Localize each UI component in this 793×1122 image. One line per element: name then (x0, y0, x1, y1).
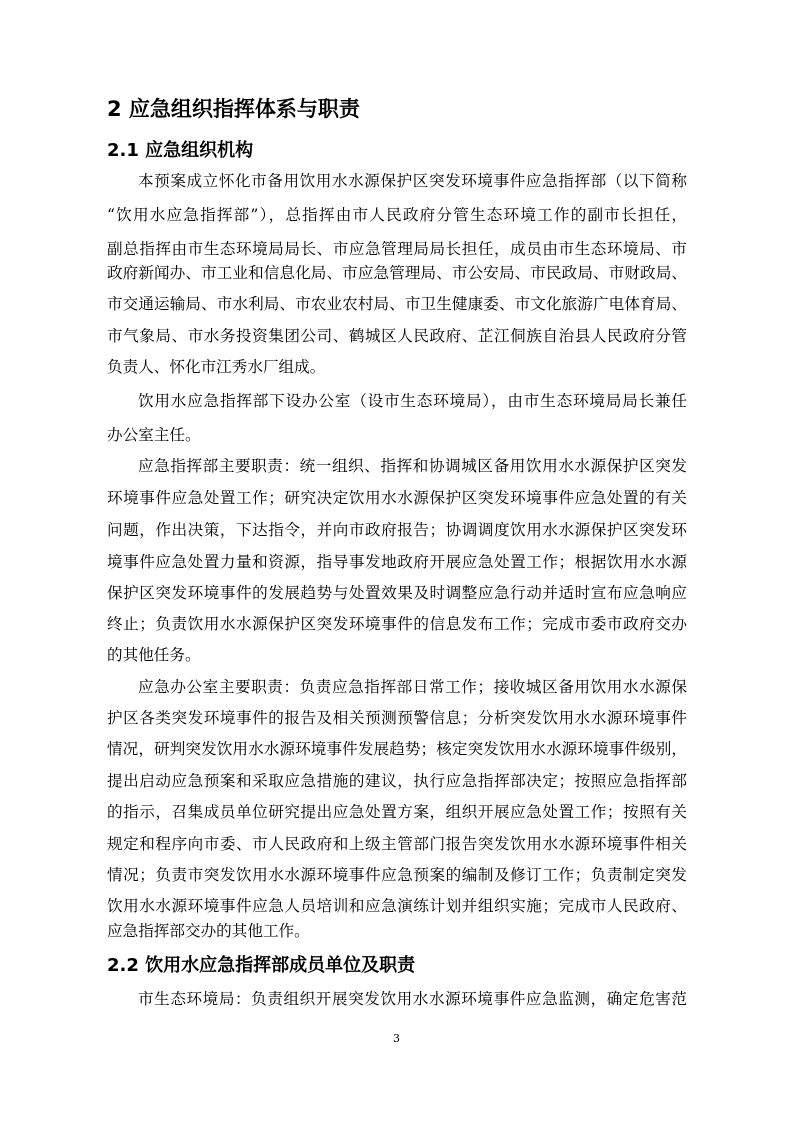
paragraph-4-line: 情况；负责市突发饮用水水源环境事件应急预案的编制及修订工作；负责制定突发 (107, 866, 687, 884)
paragraph-4-line: 护区各类突发环境事件的报告及相关预测预警信息；分析突发饮用水水源环境事件 (107, 709, 687, 727)
paragraph-1-line: “饮用水应急指挥部”），总指挥由市人民政府分管生态环境工作的副市长担任， (107, 206, 687, 224)
paragraph-4-line: 的指示，召集成员单位研究提出应急处置方案，组织开展应急处置工作；按照有关 (107, 803, 687, 821)
paragraph-3-line: 终止；负责饮用水水源保护区突发环境事件的信息发布工作；完成市委市政府交办 (107, 615, 687, 633)
section-heading-2-1: 2.1 应急组织机构 (107, 140, 254, 161)
paragraph-4-line: 提出启动应急预案和采取应急措施的建议，执行应急指挥部决定；按照应急指挥部 (107, 772, 687, 790)
page-number: 3 (393, 1032, 400, 1045)
paragraph-3-line: 环境事件应急处置工作；研究决定饮用水水源保护区突发环境事件应急处置的有关 (107, 489, 687, 507)
chapter-heading: 2 应急组织指挥体系与职责 (107, 97, 360, 121)
paragraph-1-line: 政府新闻办、市工业和信息化局、市应急管理局、市公安局、市民政局、市财政局、 (107, 264, 687, 282)
section-heading-2-2: 2.2 饮用水应急指挥部成员单位及职责 (107, 955, 416, 976)
paragraph-5-line: 市生态环境局：负责组织开展突发饮用水水源环境事件应急监测，确定危害范 (138, 990, 687, 1008)
paragraph-1-line: 市交通运输局、市水利局、市农业农村局、市卫生健康委、市文化旅游广电体育局、 (107, 295, 687, 313)
paragraph-1-line: 市气象局、市水务投资集团公司、鹤城区人民政府、芷江侗族自治县人民政府分管 (107, 327, 687, 345)
paragraph-1-line: 副总指挥由市生态环境局局长、市应急管理局局长担任，成员由市生态环境局、市 (107, 240, 687, 258)
paragraph-4-line: 饮用水水源环境事件应急人员培训和应急演练计划并组织实施；完成市人民政府、 (107, 897, 687, 915)
paragraph-3-line: 的其他任务。 (107, 646, 201, 664)
paragraph-3-line: 问题，作出决策，下达指令，并向市政府报告；协调调度饮用水水源保护区突发环 (107, 521, 687, 539)
paragraph-3-line: 应急指挥部主要职责：统一组织、指挥和协调城区备用饮用水水源保护区突发 (138, 457, 687, 475)
paragraph-1-line: 本预案成立怀化市备用饮用水水源保护区突发环境事件应急指挥部（以下简称 (138, 172, 687, 190)
paragraph-3-line: 保护区突发环境事件的发展趋势与处置效果及时调整应急行动并适时宣布应急响应 (107, 584, 687, 602)
paragraph-4-line: 规定和程序向市委、市人民政府和上级主管部门报告突发饮用水水源环境事件相关 (107, 835, 687, 853)
paragraph-4-line: 应急指挥部交办的其他工作。 (107, 922, 310, 940)
paragraph-2-line: 饮用水应急指挥部下设办公室（设市生态环境局），由市生态环境局局长兼任 (138, 392, 687, 410)
paragraph-1-line: 负责人、怀化市江秀水厂组成。 (107, 358, 326, 376)
paragraph-4-line: 应急办公室主要职责：负责应急指挥部日常工作；接收城区备用饮用水水源保 (138, 678, 687, 696)
paragraph-4-line: 情况，研判突发饮用水水源环境事件发展趋势；核定突发饮用水水源环境事件级别， (107, 740, 687, 758)
paragraph-3-line: 境事件应急处置力量和资源，指导事发地政府开展应急处置工作；根据饮用水水源 (107, 553, 687, 571)
paragraph-2-line: 办公室主任。 (107, 426, 201, 444)
